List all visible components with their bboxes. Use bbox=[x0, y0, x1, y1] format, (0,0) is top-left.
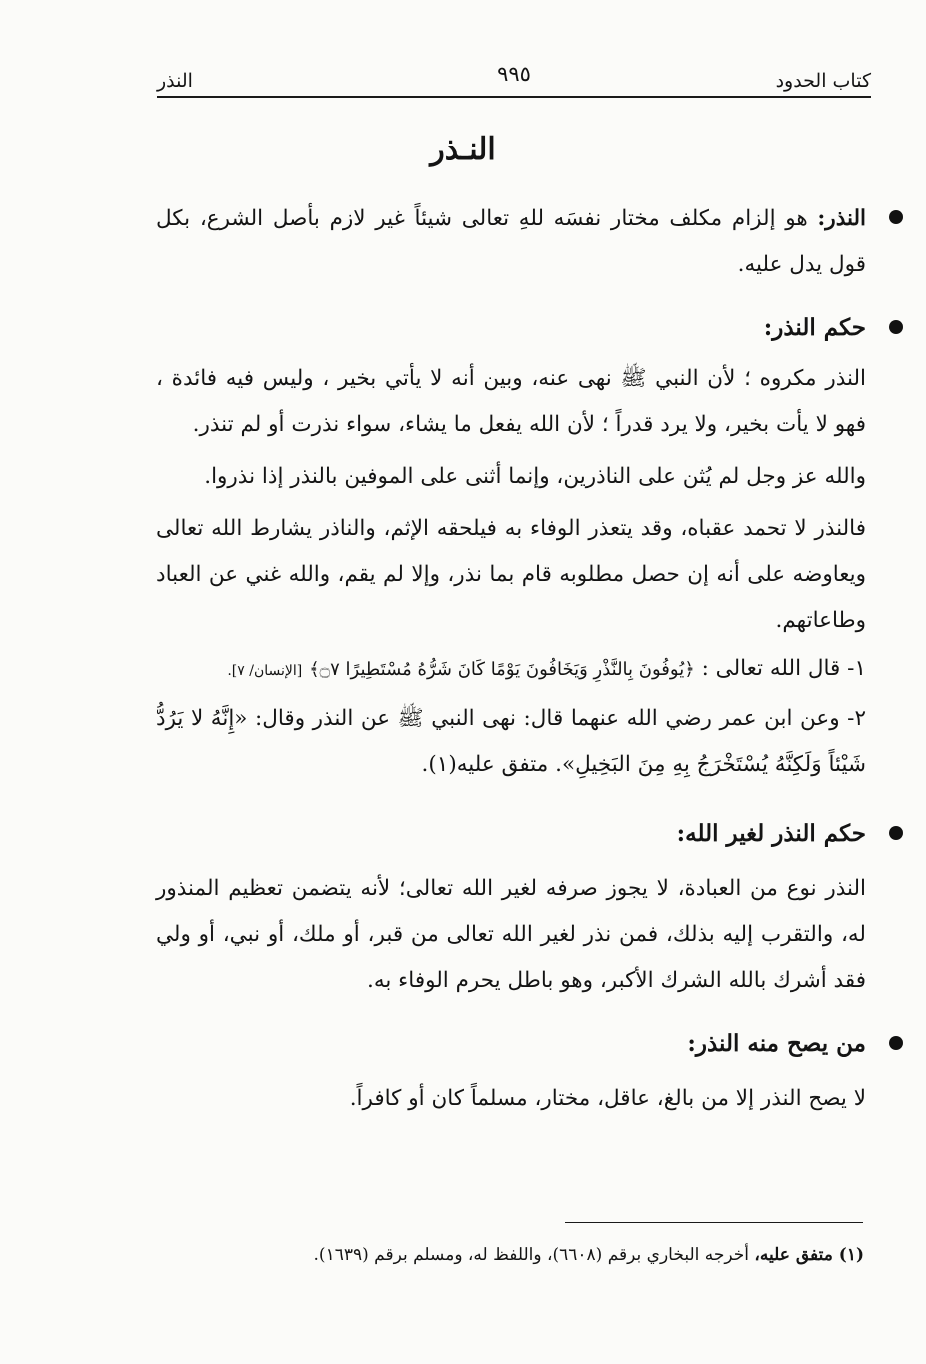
other-than-allah-body bbox=[156, 866, 866, 1004]
bullet-icon bbox=[889, 1036, 903, 1050]
book-title: كتاب الحدود bbox=[775, 70, 871, 92]
ruling-paragraph-1: النذر مكروه ؛ لأن النبي ﷺ نهى عنه، وبين أنه لا يأتي بخير ، وليس فيه فائدة ، فهو لا يأت بخير، ولا يرد قدراً ؛ لأن الله يفعل ما يشاء، سواء نذرت أو لم تنذر. bbox=[156, 366, 866, 437]
ruling-section bbox=[156, 306, 866, 350]
definition-term: النذر: bbox=[817, 206, 866, 231]
chapter-title: النـذر bbox=[430, 132, 496, 167]
who-can-vow-paragraph: لا يصح النذر إلا من بالغ، عاقل، مختار، مسلماً كان أو كافراً. bbox=[349, 1086, 866, 1111]
quran-verse: ﴿يُوفُونَ بِالنَّذْرِ وَيَخَافُونَ يَوْمًا كَانَ شَرُّهُ مُسْتَطِيرًا ۝٧﴾ bbox=[309, 659, 695, 680]
footnote bbox=[154, 1241, 864, 1269]
running-head bbox=[157, 58, 871, 98]
footnote-label: (١) متفق عليه، bbox=[754, 1245, 864, 1265]
verse-reference: [الإنسان/ ٧]. bbox=[227, 663, 303, 679]
page-number: ٩٩٥ bbox=[497, 62, 531, 86]
bullet-icon bbox=[889, 210, 903, 224]
evidence-1-prefix: ١- قال الله تعالى : bbox=[694, 656, 866, 681]
who-can-vow-section bbox=[156, 1022, 866, 1066]
definition-section bbox=[156, 196, 866, 288]
ruling-paragraph-3: فالنذر لا تحمد عقباه، وقد يتعذر الوفاء به فيلحقه الإثم، والناذر يشارط الله تعالى ويعاوضه على أنه إن حصل مطلوبه قام بما نذر، وإلا لم يقم، والله غني عن العباد وطاعاتهم. bbox=[156, 516, 866, 633]
footnote-divider bbox=[565, 1222, 863, 1223]
quran-evidence bbox=[156, 646, 866, 694]
other-than-allah-paragraph: النذر نوع من العبادة، لا يجوز صرفه لغير الله تعالى؛ لأنه يتضمن تعظيم المنذور له، والتقرب إليه بذلك، فمن نذر لغير الله تعالى من قبر، أو ملك، أو نبي، أو ولي فقد أشرك بالله الشرك الأكبر، وهو باطل يحرم الوفاء به. bbox=[156, 876, 866, 993]
who-can-vow-heading: من يصح منه النذر: bbox=[687, 1030, 866, 1057]
ruling-heading: حكم النذر: bbox=[763, 314, 866, 341]
other-than-allah-heading: حكم النذر لغير الله: bbox=[676, 820, 866, 847]
section-title: النذر bbox=[157, 70, 193, 92]
ruling-body bbox=[156, 356, 866, 788]
footnote-text: أخرجه البخاري برقم (٦٦٠٨)، واللفظ له، ومسلم برقم (١٦٣٩). bbox=[313, 1245, 755, 1265]
definition-paragraph bbox=[156, 196, 866, 288]
bullet-icon bbox=[889, 320, 903, 334]
other-than-allah-section bbox=[156, 812, 866, 856]
definition-text: هو إلزام مكلف مختار نفسَه للهِ تعالى شيئاً غير لازم بأصل الشرع، بكل قول يدل عليه. bbox=[156, 206, 866, 277]
who-can-vow-body bbox=[156, 1076, 866, 1122]
hadith-evidence: ٢- وعن ابن عمر رضي الله عنهما قال: نهى النبي ﷺ عن النذر وقال: «إِنَّهُ لا يَرُدُّ شَيْئاً وَلَكِنَّهُ يُسْتَخْرَجُ بِهِ مِنَ البَخِيلِ». متفق عليه(١). bbox=[156, 706, 866, 777]
bullet-icon bbox=[889, 826, 903, 840]
ruling-paragraph-2: والله عز وجل لم يُثن على الناذرين، وإنما أثنى على الموفين بالنذر إذا نذروا. bbox=[204, 464, 866, 489]
